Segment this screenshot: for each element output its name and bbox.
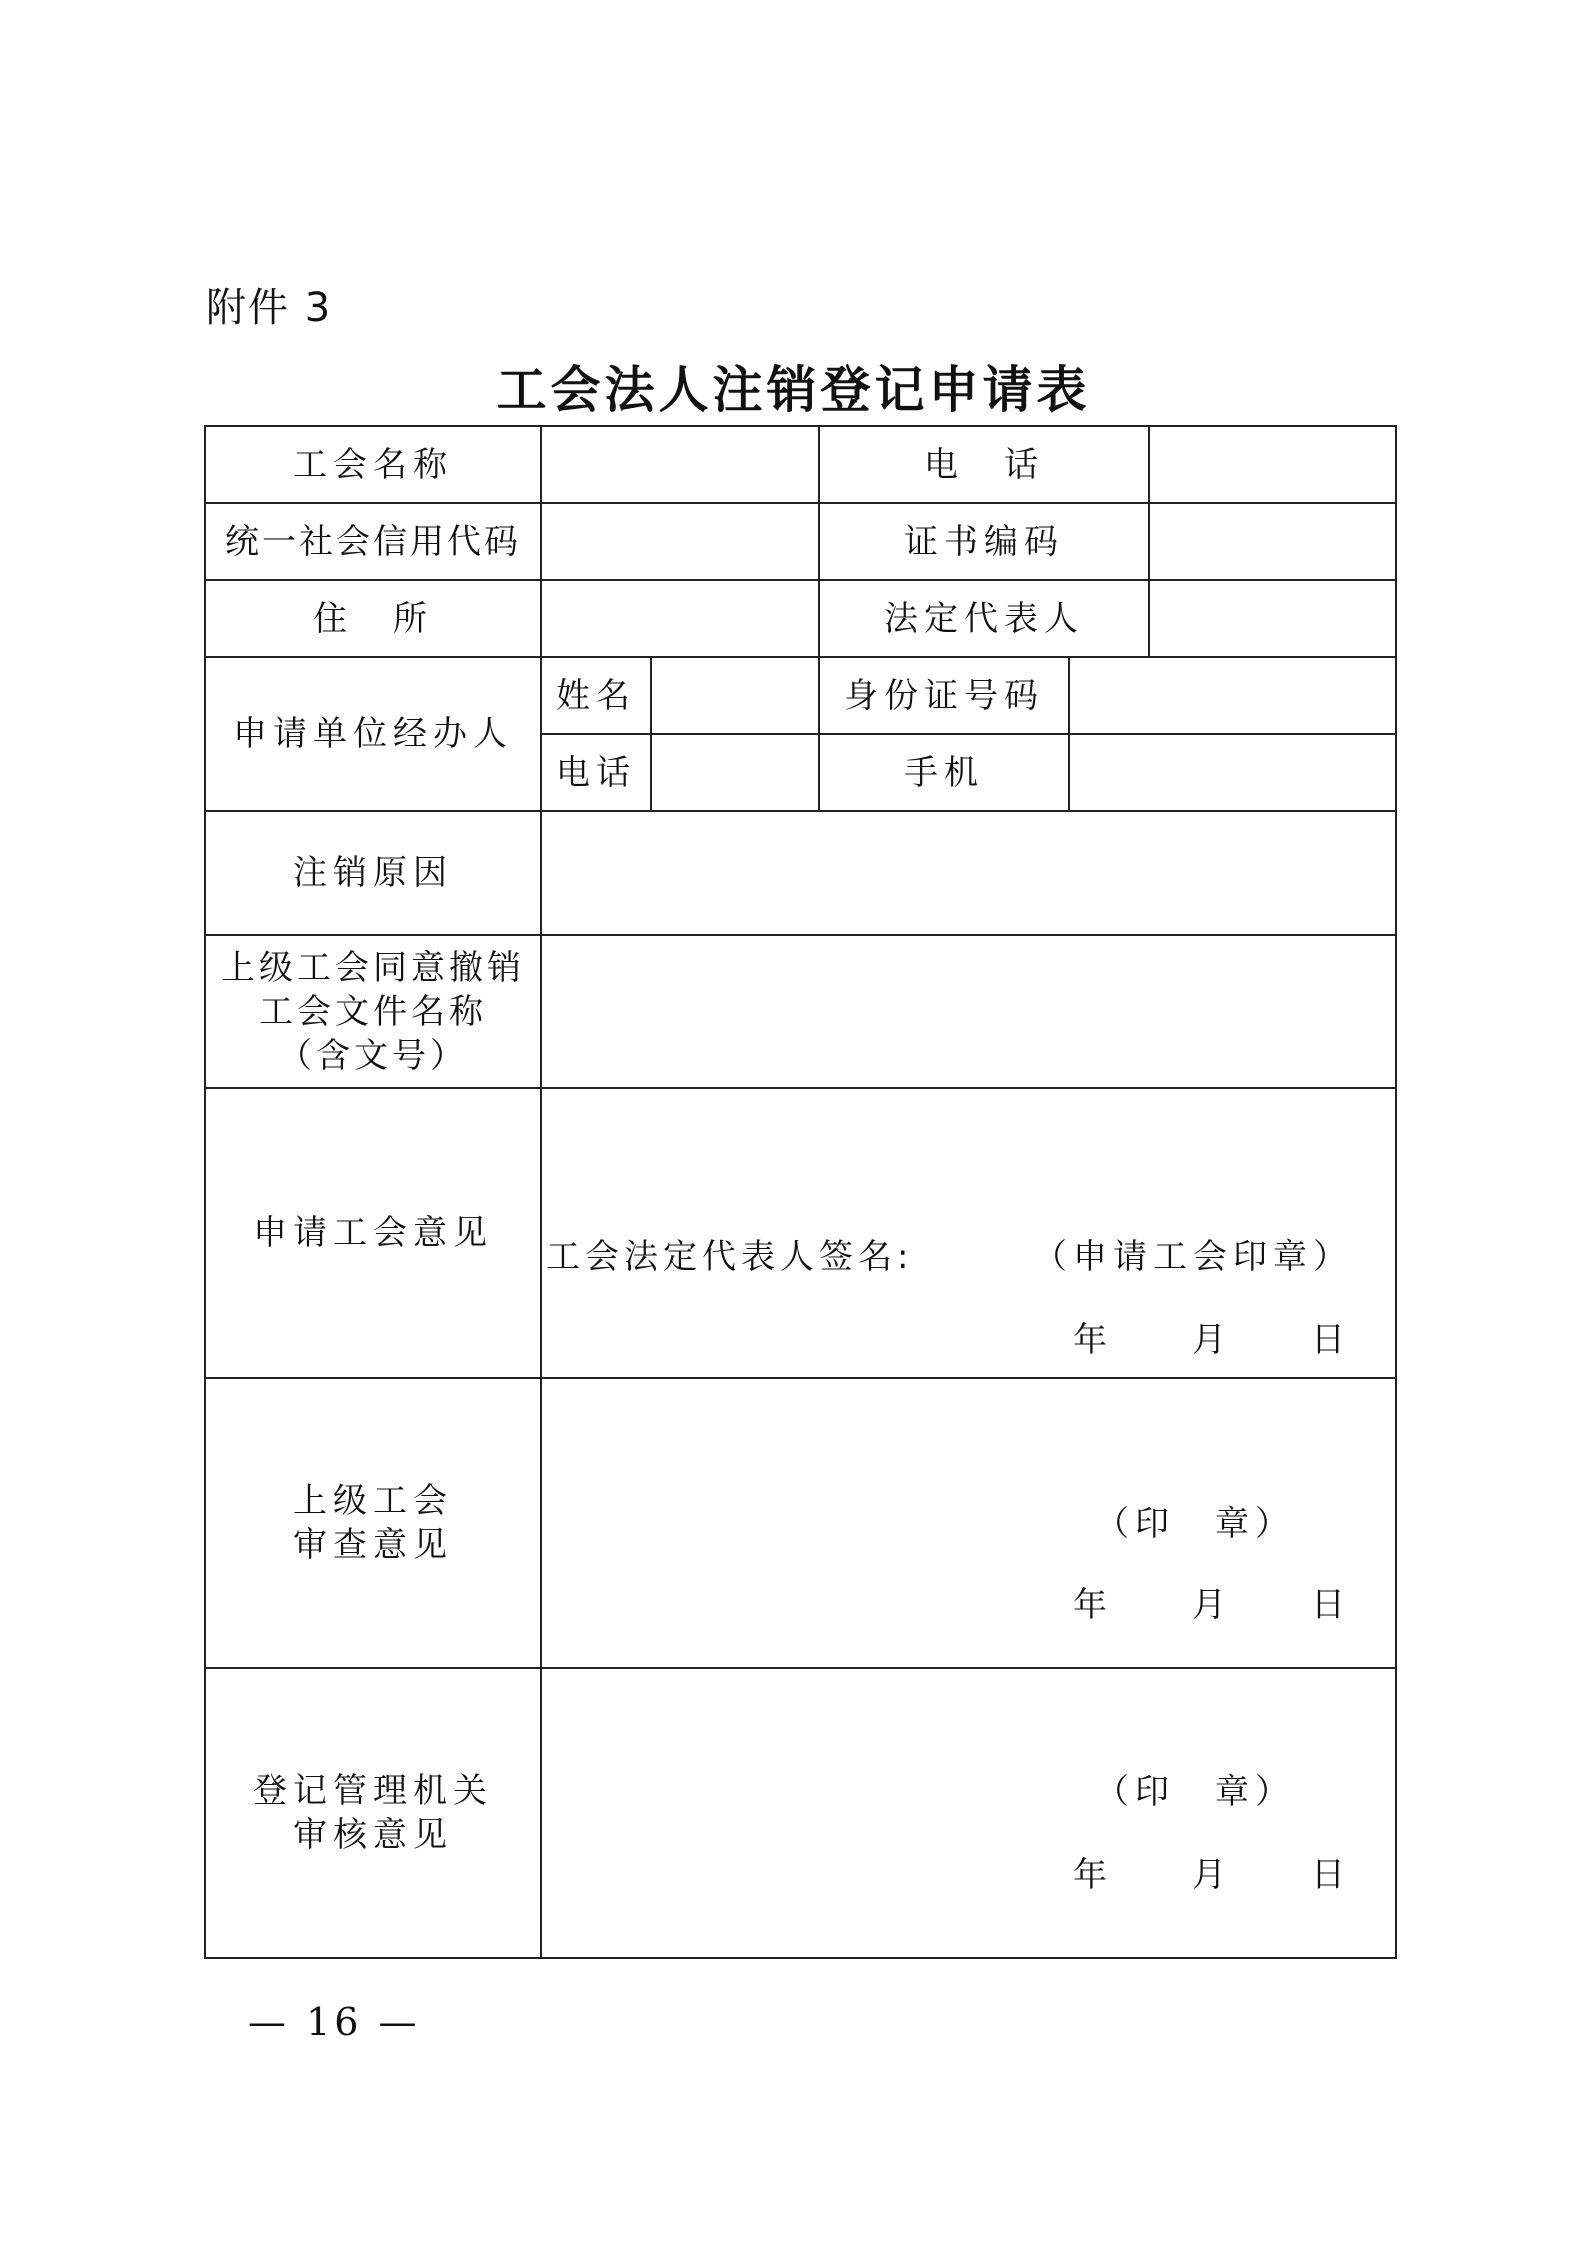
label-handler-phone: 电话	[541, 734, 651, 811]
date-line	[1073, 1312, 1345, 1361]
label-superior-review-line2: 审查意见	[293, 1525, 453, 1565]
row-handler-1	[205, 657, 1396, 734]
label-handler: 申请单位经办人	[205, 657, 541, 811]
label-union-name: 工会名称	[205, 426, 541, 503]
field-legal-rep[interactable]	[1149, 580, 1396, 657]
field-superior-doc[interactable]	[541, 935, 1396, 1088]
form-title: 工会法人注销登记申请表	[496, 360, 1091, 419]
label-registry-review-line1: 登记管理机关	[253, 1771, 493, 1811]
day-label: 日	[1311, 1585, 1345, 1625]
date-line	[1073, 1577, 1345, 1626]
row-credit-code	[205, 503, 1396, 580]
label-cert-no: 证书编码	[819, 503, 1149, 580]
label-registry-review	[205, 1668, 541, 1958]
field-registry-review[interactable]	[541, 1668, 1396, 1958]
label-superior-doc	[205, 935, 541, 1088]
field-superior-review[interactable]	[541, 1378, 1396, 1668]
field-address[interactable]	[541, 580, 819, 657]
row-cancel-reason	[205, 811, 1396, 935]
attachment-label: 附件 3	[206, 285, 333, 331]
label-handler-name: 姓名	[541, 657, 651, 734]
month-label: 月	[1192, 1320, 1226, 1360]
registry-seal-label: （印 章）	[1095, 1772, 1295, 1812]
label-address: 住 所	[205, 580, 541, 657]
label-mobile: 手机	[819, 734, 1069, 811]
year-label: 年	[1073, 1855, 1107, 1895]
signature-label: 工会法定代表人签名:	[546, 1237, 914, 1277]
year-label: 年	[1073, 1585, 1107, 1625]
label-phone: 电 话	[819, 426, 1149, 503]
field-union-name[interactable]	[541, 426, 819, 503]
field-phone[interactable]	[1149, 426, 1396, 503]
label-superior-doc-line2: 工会文件名称	[259, 991, 487, 1032]
year-label: 年	[1073, 1320, 1107, 1360]
row-registry-review	[205, 1668, 1396, 1958]
row-superior-review	[205, 1378, 1396, 1668]
field-cancel-reason[interactable]	[541, 811, 1396, 935]
day-label: 日	[1311, 1320, 1345, 1360]
month-label: 月	[1192, 1855, 1226, 1895]
row-superior-doc	[205, 935, 1396, 1088]
superior-seal-label: （印 章）	[1095, 1504, 1295, 1544]
row-address	[205, 580, 1396, 657]
label-registry-review-line2: 审核意见	[293, 1815, 453, 1855]
application-form-table	[204, 425, 1397, 1959]
label-superior-doc-line3: （含文号）	[278, 1035, 468, 1076]
label-id-number: 身份证号码	[819, 657, 1069, 734]
field-handler-name[interactable]	[651, 657, 819, 734]
label-cancel-reason: 注销原因	[205, 811, 541, 935]
field-id-number[interactable]	[1069, 657, 1396, 734]
day-label: 日	[1311, 1855, 1345, 1895]
field-mobile[interactable]	[1069, 734, 1396, 811]
label-superior-review-line1: 上级工会	[293, 1481, 453, 1521]
field-cert-no[interactable]	[1149, 503, 1396, 580]
field-credit-code[interactable]	[541, 503, 819, 580]
row-union-name	[205, 426, 1396, 503]
row-applicant-opinion	[205, 1088, 1396, 1378]
applicant-seal-label: （申请工会印章）	[1033, 1237, 1353, 1277]
label-superior-review	[205, 1378, 541, 1668]
label-applicant-opinion: 申请工会意见	[205, 1088, 541, 1378]
label-legal-rep: 法定代表人	[819, 580, 1149, 657]
page-number: — 16 —	[248, 2000, 421, 2044]
label-superior-doc-line1: 上级工会同意撤销	[221, 947, 525, 988]
field-handler-phone[interactable]	[651, 734, 819, 811]
month-label: 月	[1192, 1585, 1226, 1625]
date-line	[1073, 1847, 1345, 1896]
label-credit-code: 统一社会信用代码	[205, 503, 541, 580]
field-applicant-opinion[interactable]	[541, 1088, 1396, 1378]
